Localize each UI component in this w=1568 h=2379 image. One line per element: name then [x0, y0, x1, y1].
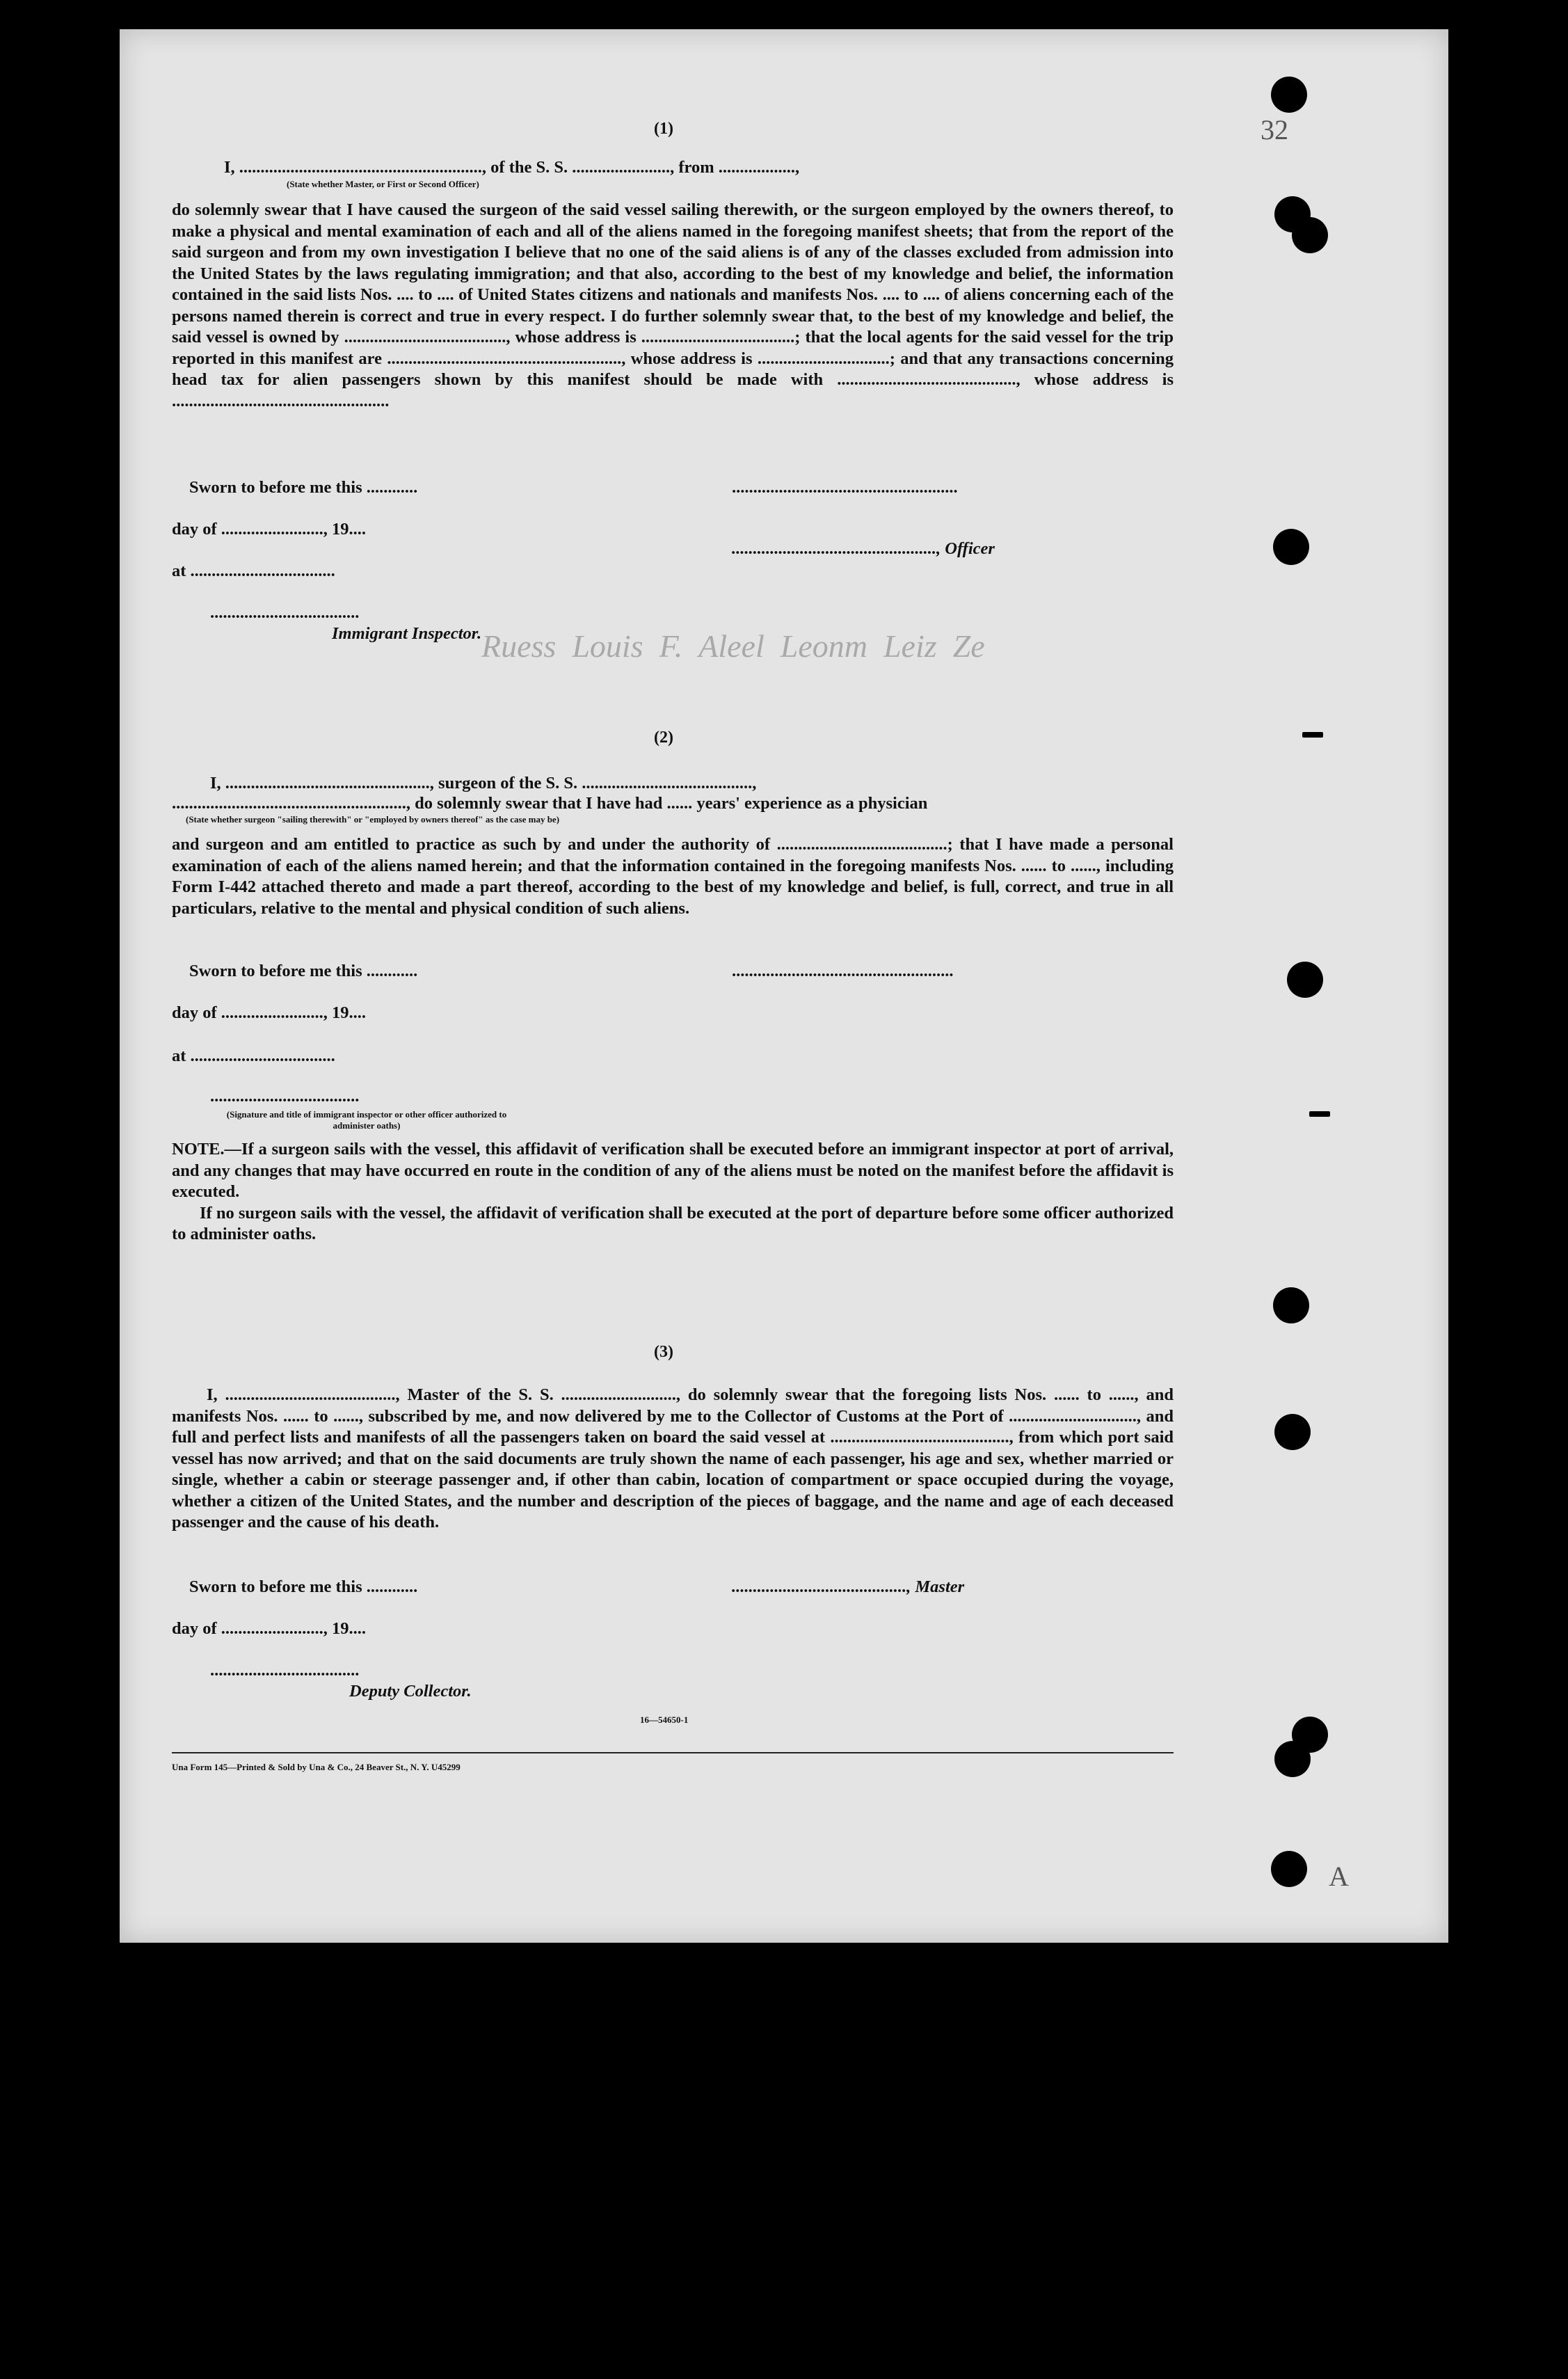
section2-line2-note: (State whether surgeon "sailing therewith" or "employed by owners thereof" as the case may be) [186, 814, 560, 825]
sworn-right-line: .................................................... [732, 962, 954, 980]
surgeon-note: NOTE.—If a surgeon sails with the vessel, this affidavit of verification shall be executed before an immigrant inspector at port of arrival, and any changes that may have occurred en route in the condition of any of the aliens must be noted on the manifest before the affidavit is executed. If no surgeon sails with the vessel, the affidavit of verification shall be executed at the port of departure before some officer authorized to administer oaths. [172, 1140, 1174, 1243]
form-code: 16—54650-1 [640, 1714, 689, 1725]
section1-paragraph: do solemnly swear that I have caused the surgeon of the said vessel sailing therewith, or the surgeon employed by the owners thereof, to make a physical and mental examination of each and all of the aliens named in the foregoing manifest sheets; that from the report of the said surgeon and from my own investigation I believe that no one of the said aliens is of any of the classes excluded from admission into the United States by the laws regulating immigration; and that also, according to the best of my knowledge and belief, the information contained in the said lists Nos. .... to .... of United States citizens and nationals and manifests Nos. .... to .... of aliens concerning each of the persons named therein is correct and true in every respect. I do further solemnly swear that, to the best of my knowledge and belief, the said vessel is owned by ......................................, whose address is ....................................; that the local agents for the said vessel for the trip reported in this manifest are ......................................................., whose address is ...............................; and that any transactions concerning head tax for alien passengers shown by this manifest should be made with .........................................., whose address is ................................................... [172, 200, 1174, 411]
section2-line2: ......................................................., do solemnly swear that I have had ...... years' experience as a physician [172, 794, 928, 813]
at-line: at .................................. [172, 562, 335, 580]
binder-mark [1302, 732, 1323, 738]
binder-hole [1271, 77, 1307, 113]
manifest-page [120, 29, 1448, 1943]
section3-paragraph: I, ........................................, Master of the S. S. ..........................., do solemnly swear that the foregoing lists Nos. ...... to ......, and manifests Nos. ...... to ......, subscribed by me, and now delivered by me to the Collector of Customs at the Port of .............................., and full and perfect lists and manifests of all the passengers taken on board the said vessel at .........................................., from which port said vessel has now arrived; and that on the said documents are truly shown the name of each passenger, his age and sex, whether married or single, whether a cabin or steerage passenger and, if other than cabin, location of compartment or space occupied during the voyage, whether a citizen of the United States, and the number and description of the pieces of baggage, and the name and age of each deceased passenger and the cause of his death. [172, 1385, 1174, 1531]
sworn-line: Sworn to before me this ............ [189, 962, 418, 980]
section-number: (3) [654, 1343, 673, 1361]
section1-line1: I, ........................................................., of the S. S. ......................., from .................., [224, 158, 800, 177]
binder-hole [1292, 217, 1328, 253]
binder-hole [1287, 962, 1323, 998]
handwritten-annotation: Ruess Louis F. Aleel Leonm Leiz Ze [481, 628, 985, 664]
footer-imprint: Una Form 145—Printed & Sold by Una & Co., 24 Beaver St., N. Y. U45299 [172, 1762, 461, 1772]
master-line: ........................................., Master [732, 1577, 965, 1596]
inspector-label: Immigrant Inspector. [332, 624, 482, 643]
binder-hole [1274, 1741, 1311, 1777]
signature-note: (Signature and title of immigrant inspector or other officer authorized to administer oaths) [226, 1109, 507, 1131]
deputy-label: Deputy Collector. [349, 1682, 472, 1701]
sworn-line: Sworn to before me this ............ [189, 478, 418, 497]
day-line: day of ........................, 19.... [172, 1619, 367, 1638]
section-number: (1) [654, 120, 673, 138]
officer-line: ................................................, Officer [732, 539, 995, 558]
at-line: at .................................. [172, 1047, 335, 1065]
section2-paragraph: and surgeon and am entitled to practice as such by and under the authority of ........................................; that I have made a personal examination of each of the aliens named herein; and that the information contained in the foregoing manifests Nos. ...... to ......, including Form I-442 attached thereto and made a part thereof, according to the best of my knowledge and belief, is full, correct, and true in all particulars, relative to the mental and physical condition of such aliens. [172, 835, 1174, 918]
margin-number: 32 [1261, 114, 1288, 145]
day-line: day of ........................, 19.... [172, 1003, 367, 1022]
margin-mark: A [1329, 1861, 1349, 1892]
section2-line1: I, ................................................, surgeon of the S. S. ........................................, [210, 774, 757, 793]
footer-rule [172, 1752, 1174, 1753]
sworn-line: Sworn to before me this ............ [189, 1577, 418, 1596]
section1-line1-note: (State whether Master, or First or Second Officer) [287, 179, 479, 189]
binder-hole [1273, 1287, 1309, 1323]
binder-hole [1271, 1851, 1307, 1887]
officer-dots: ..................................................... [732, 478, 958, 497]
signature-line: ................................... [210, 1087, 360, 1106]
inspector-signature-line: ................................... [210, 603, 360, 622]
section-number: (2) [654, 729, 673, 747]
binder-hole [1273, 529, 1309, 565]
deputy-signature-line: ................................... [210, 1661, 360, 1680]
binder-mark [1309, 1111, 1330, 1117]
binder-hole [1274, 1414, 1311, 1450]
day-line: day of ........................, 19.... [172, 520, 367, 539]
